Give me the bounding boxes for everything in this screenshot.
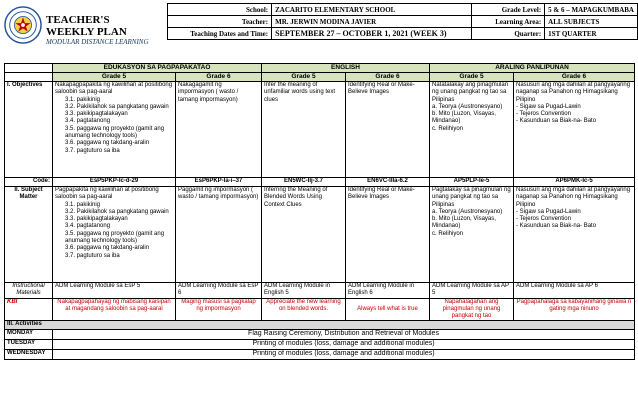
kbi-value: Napahalagahan ang pinagmulan ng unang pangkat ng tao xyxy=(430,298,514,321)
objectives-ap5-line: a. Teorya (Austronesyano) xyxy=(432,103,503,110)
objectives-ap6-line: - Kasunduan sa Biak-na- Bato xyxy=(516,118,597,125)
matter-ap5-line: Pagtalakay sa pinagmulan ng unang pangkat ng tao sa Pilipinas xyxy=(432,187,511,208)
matter-esp5-item: 3.6. paggawa ng takdang-aralin xyxy=(65,245,150,252)
brand-subtitle: MODULAR DISTANCE LEARNING xyxy=(46,38,149,46)
subject-matter-label-line1: II. Subject xyxy=(14,187,43,193)
matter-ap5-line: c. Relihiyon xyxy=(432,230,464,237)
matter-eng5: Inferring the Meaning of Blended Words Using Context Clues xyxy=(262,187,346,283)
grade-header: Grade 6 xyxy=(346,73,430,82)
instructional-label-line1: Instructional xyxy=(12,283,45,289)
weekly-plan-table xyxy=(4,63,635,360)
objectives-ap6-line: Nasusuri ang mga dahilan at pangyayaring naganap sa Panahon ng Himagsikang Pilipino xyxy=(516,82,631,103)
plan-branding xyxy=(46,14,166,47)
corner-cell xyxy=(5,64,53,73)
day-activity: Flag Raising Ceremony, Distribution and Retrieval of Modules xyxy=(53,330,635,340)
dates-label: Teaching Dates and Time: xyxy=(168,28,272,40)
code-value: EsP5PKP-Ic-d-29 xyxy=(53,178,176,187)
teacher-label: Teacher: xyxy=(168,16,272,28)
code-value: AP5PLP-Ie-5 xyxy=(430,178,514,187)
activities-header-row xyxy=(5,321,635,330)
kbi-value: Appreciate the new learning on blended words. xyxy=(262,298,346,321)
objectives-ap5 xyxy=(430,82,514,178)
instructional-label-line2: Materials xyxy=(16,290,41,297)
matter-ap6-line: - Tejeros Convention xyxy=(516,216,571,223)
objectives-esp5-item: 3.3. pakikipagtalakayan xyxy=(65,111,128,118)
teacher-value: MR. JERWIN MODINA JAVIER xyxy=(272,16,471,28)
objectives-esp5-item: 3.1. pakikinig xyxy=(65,96,101,103)
corner-cell-2 xyxy=(5,73,53,82)
day-row-monday xyxy=(5,330,635,340)
instructional-materials-label xyxy=(5,283,53,299)
matter-ap5 xyxy=(430,187,514,283)
subject-english: ENGLISH xyxy=(262,64,430,73)
matter-ap6-line: - Kasunduan sa Biak-na- Bato xyxy=(516,223,597,230)
grade-header: Grade 5 xyxy=(262,73,346,82)
grade-header: Grade 5 xyxy=(430,73,514,82)
objectives-esp5-item: 3.5. paggawa ng proyekto (gamit ang anumang technology tools) xyxy=(65,125,165,140)
instructional-value: ADM Learning Module sa EsP 6 xyxy=(176,283,262,299)
area-label: Learning Area: xyxy=(471,16,545,28)
code-value: EN5WC-IIj-3.7 xyxy=(262,178,346,187)
kbi-value: Always tell what is true xyxy=(346,298,430,321)
subject-ap: ARALING PANLIPUNAN xyxy=(430,64,635,73)
grade-header: Grade 6 xyxy=(514,73,635,82)
objectives-esp5-item: 3.7. pagtuturo sa iba xyxy=(65,147,120,154)
subject-matter-label-line2: Matter xyxy=(19,194,38,201)
grade-header: Grade 5 xyxy=(53,73,176,82)
kbi-row xyxy=(5,298,635,321)
day-row-tuesday xyxy=(5,340,635,350)
objectives-eng5: Infer the meaning of unfamiliar words using text clues xyxy=(262,82,346,178)
matter-esp5-item: 3.5. paggawa ng proyekto (gamit ang anumang technology tools) xyxy=(65,230,165,245)
area-value: ALL SUBJECTS xyxy=(545,16,638,28)
matter-esp5-item: 3.3. pakikipagtalakayan xyxy=(65,216,128,223)
day-label: WEDNESDAY xyxy=(5,350,53,360)
objectives-ap5-line: b. Mito (Luzon, Visayas, Mindanao) xyxy=(432,111,496,125)
objectives-eng6: Identifying Real or Make-Believe Images xyxy=(346,82,430,178)
code-value: AP6PMK-Ic-5 xyxy=(514,178,635,187)
objectives-ap5-line: c. Relihiyon xyxy=(432,125,464,132)
objectives-esp6: Nakagagamit ng impormasyon ( wasto / tamang impormasyon) xyxy=(176,82,262,178)
subject-matter-label xyxy=(5,187,53,283)
grade-header: Grade 6 xyxy=(176,73,262,82)
objectives-ap6-line: - Tejeros Convention xyxy=(516,111,571,118)
code-value: EsP6PKP-Ia-i–37 xyxy=(176,178,262,187)
kbi-value: Nakapagpapahayag ng mabisang kaisipan at magandang saloobin sa pag-aaral xyxy=(53,298,176,321)
header-info-table xyxy=(167,3,638,40)
quarter-label: Quarter: xyxy=(471,28,545,40)
matter-esp5-item: 3.4. pagtatanong xyxy=(65,223,111,230)
day-row-wednesday xyxy=(5,350,635,360)
objectives-esp5 xyxy=(53,82,176,178)
day-label: TUESDAY xyxy=(5,340,53,350)
matter-esp5-item: 3.2. Pakikilahok sa pangkatang gawain xyxy=(65,208,169,215)
grade-label: Grade Level: xyxy=(471,4,545,16)
instructional-value: ADM Learning Module in English 6 xyxy=(346,283,430,299)
objectives-esp5-intro: Nakapagpapakita ng kawilihan at positibong saloobin sa pag-aaral xyxy=(55,82,173,96)
instructional-value: ADM Learning Module sa AP 5 xyxy=(430,283,514,299)
day-activity: Printing of modules (loss, damage and additional modules) xyxy=(53,350,635,360)
subject-esp: EDUKASYON SA PAGPAPAKATAO xyxy=(53,64,262,73)
matter-esp5-item: 3.1. pakikinig xyxy=(65,201,101,208)
instructional-value: ADM Learning Module in English 5 xyxy=(262,283,346,299)
matter-esp5-item: 3.7. pagtuturo sa iba xyxy=(65,252,120,259)
code-label: Code: xyxy=(5,178,53,187)
subject-matter-row xyxy=(5,187,635,283)
matter-ap6-line: - Sigaw sa Pugad-Lawin xyxy=(516,208,581,215)
objectives-esp5-item: 3.2. Pakikilahok sa pangkatang gawain xyxy=(65,103,169,110)
deped-seal-icon xyxy=(4,6,42,44)
day-activity: Printing of modules (loss, damage and additional modules) xyxy=(53,340,635,350)
objectives-esp5-item: 3.4. pagtatanong xyxy=(65,118,111,125)
dates-value: SEPTEMBER 27 – OCTOBER 1, 2021 (WEEK 3) xyxy=(272,28,471,40)
objectives-esp5-item: 3.6. paggawa ng takdang-aralin xyxy=(65,140,150,147)
subject-header-row xyxy=(5,64,635,73)
matter-esp5 xyxy=(53,187,176,283)
kbi-value: Pagpapahalaga sa kabayanihang ginawa n gating mga ninuno xyxy=(514,298,635,321)
code-row xyxy=(5,178,635,187)
school-value: ZACARITO ELEMENTARY SCHOOL xyxy=(272,4,471,16)
objectives-ap6-line: - Sigaw sa Pugad-Lawin xyxy=(516,103,581,110)
brand-title-line1: TEACHER'S xyxy=(46,14,110,26)
instructional-value: ADM Learning Module sa EsP 5 xyxy=(53,283,176,299)
day-label: MONDAY xyxy=(5,330,53,340)
matter-ap6 xyxy=(514,187,635,283)
matter-esp5-intro: Pagpapakita ng kawilihan at positibong saloobin sa pag-aaral xyxy=(55,187,159,201)
grade-value: 5 & 6 – MAPAGKUMBABA xyxy=(545,4,638,16)
objectives-ap5-line: Natatalakay ang pinagmulan ng unang pangkat ng tao sa Pilipinas xyxy=(432,82,509,103)
instructional-value: ADM Learning Module sa AP 6 xyxy=(514,283,635,299)
school-label: School: xyxy=(168,4,272,16)
kbi-label: KBI xyxy=(5,298,53,321)
activities-label: III. Activities xyxy=(5,321,635,330)
objectives-row xyxy=(5,82,635,178)
matter-esp6: Paggamit ng impormasyon ( wasto / tamang impormasyon) xyxy=(176,187,262,283)
grade-header-row xyxy=(5,73,635,82)
kbi-value: Maging masusi sa pagkalap ng impormasyon xyxy=(176,298,262,321)
brand-title-line2: WEEKLY PLAN xyxy=(46,26,127,38)
objectives-ap6 xyxy=(514,82,635,178)
matter-ap5-line: a. Teorya (Austronesyano) xyxy=(432,208,503,215)
code-value: EN6VC-IIIa-6.2 xyxy=(346,178,430,187)
plan-header xyxy=(0,0,638,70)
matter-ap5-line: b. Mito (Luzon, Visayas, Mindanao) xyxy=(432,216,496,230)
quarter-value: 1ST QUARTER xyxy=(545,28,638,40)
objectives-label: I. Objectives xyxy=(5,82,53,178)
matter-ap6-line: Nasusuri ang mga dahilan at pangyayaring naganap sa Panahon ng Himagsikang Pilipino xyxy=(516,187,631,208)
matter-eng6: Identifying Real or Make-Believe Images xyxy=(346,187,430,283)
instructional-materials-row xyxy=(5,283,635,299)
